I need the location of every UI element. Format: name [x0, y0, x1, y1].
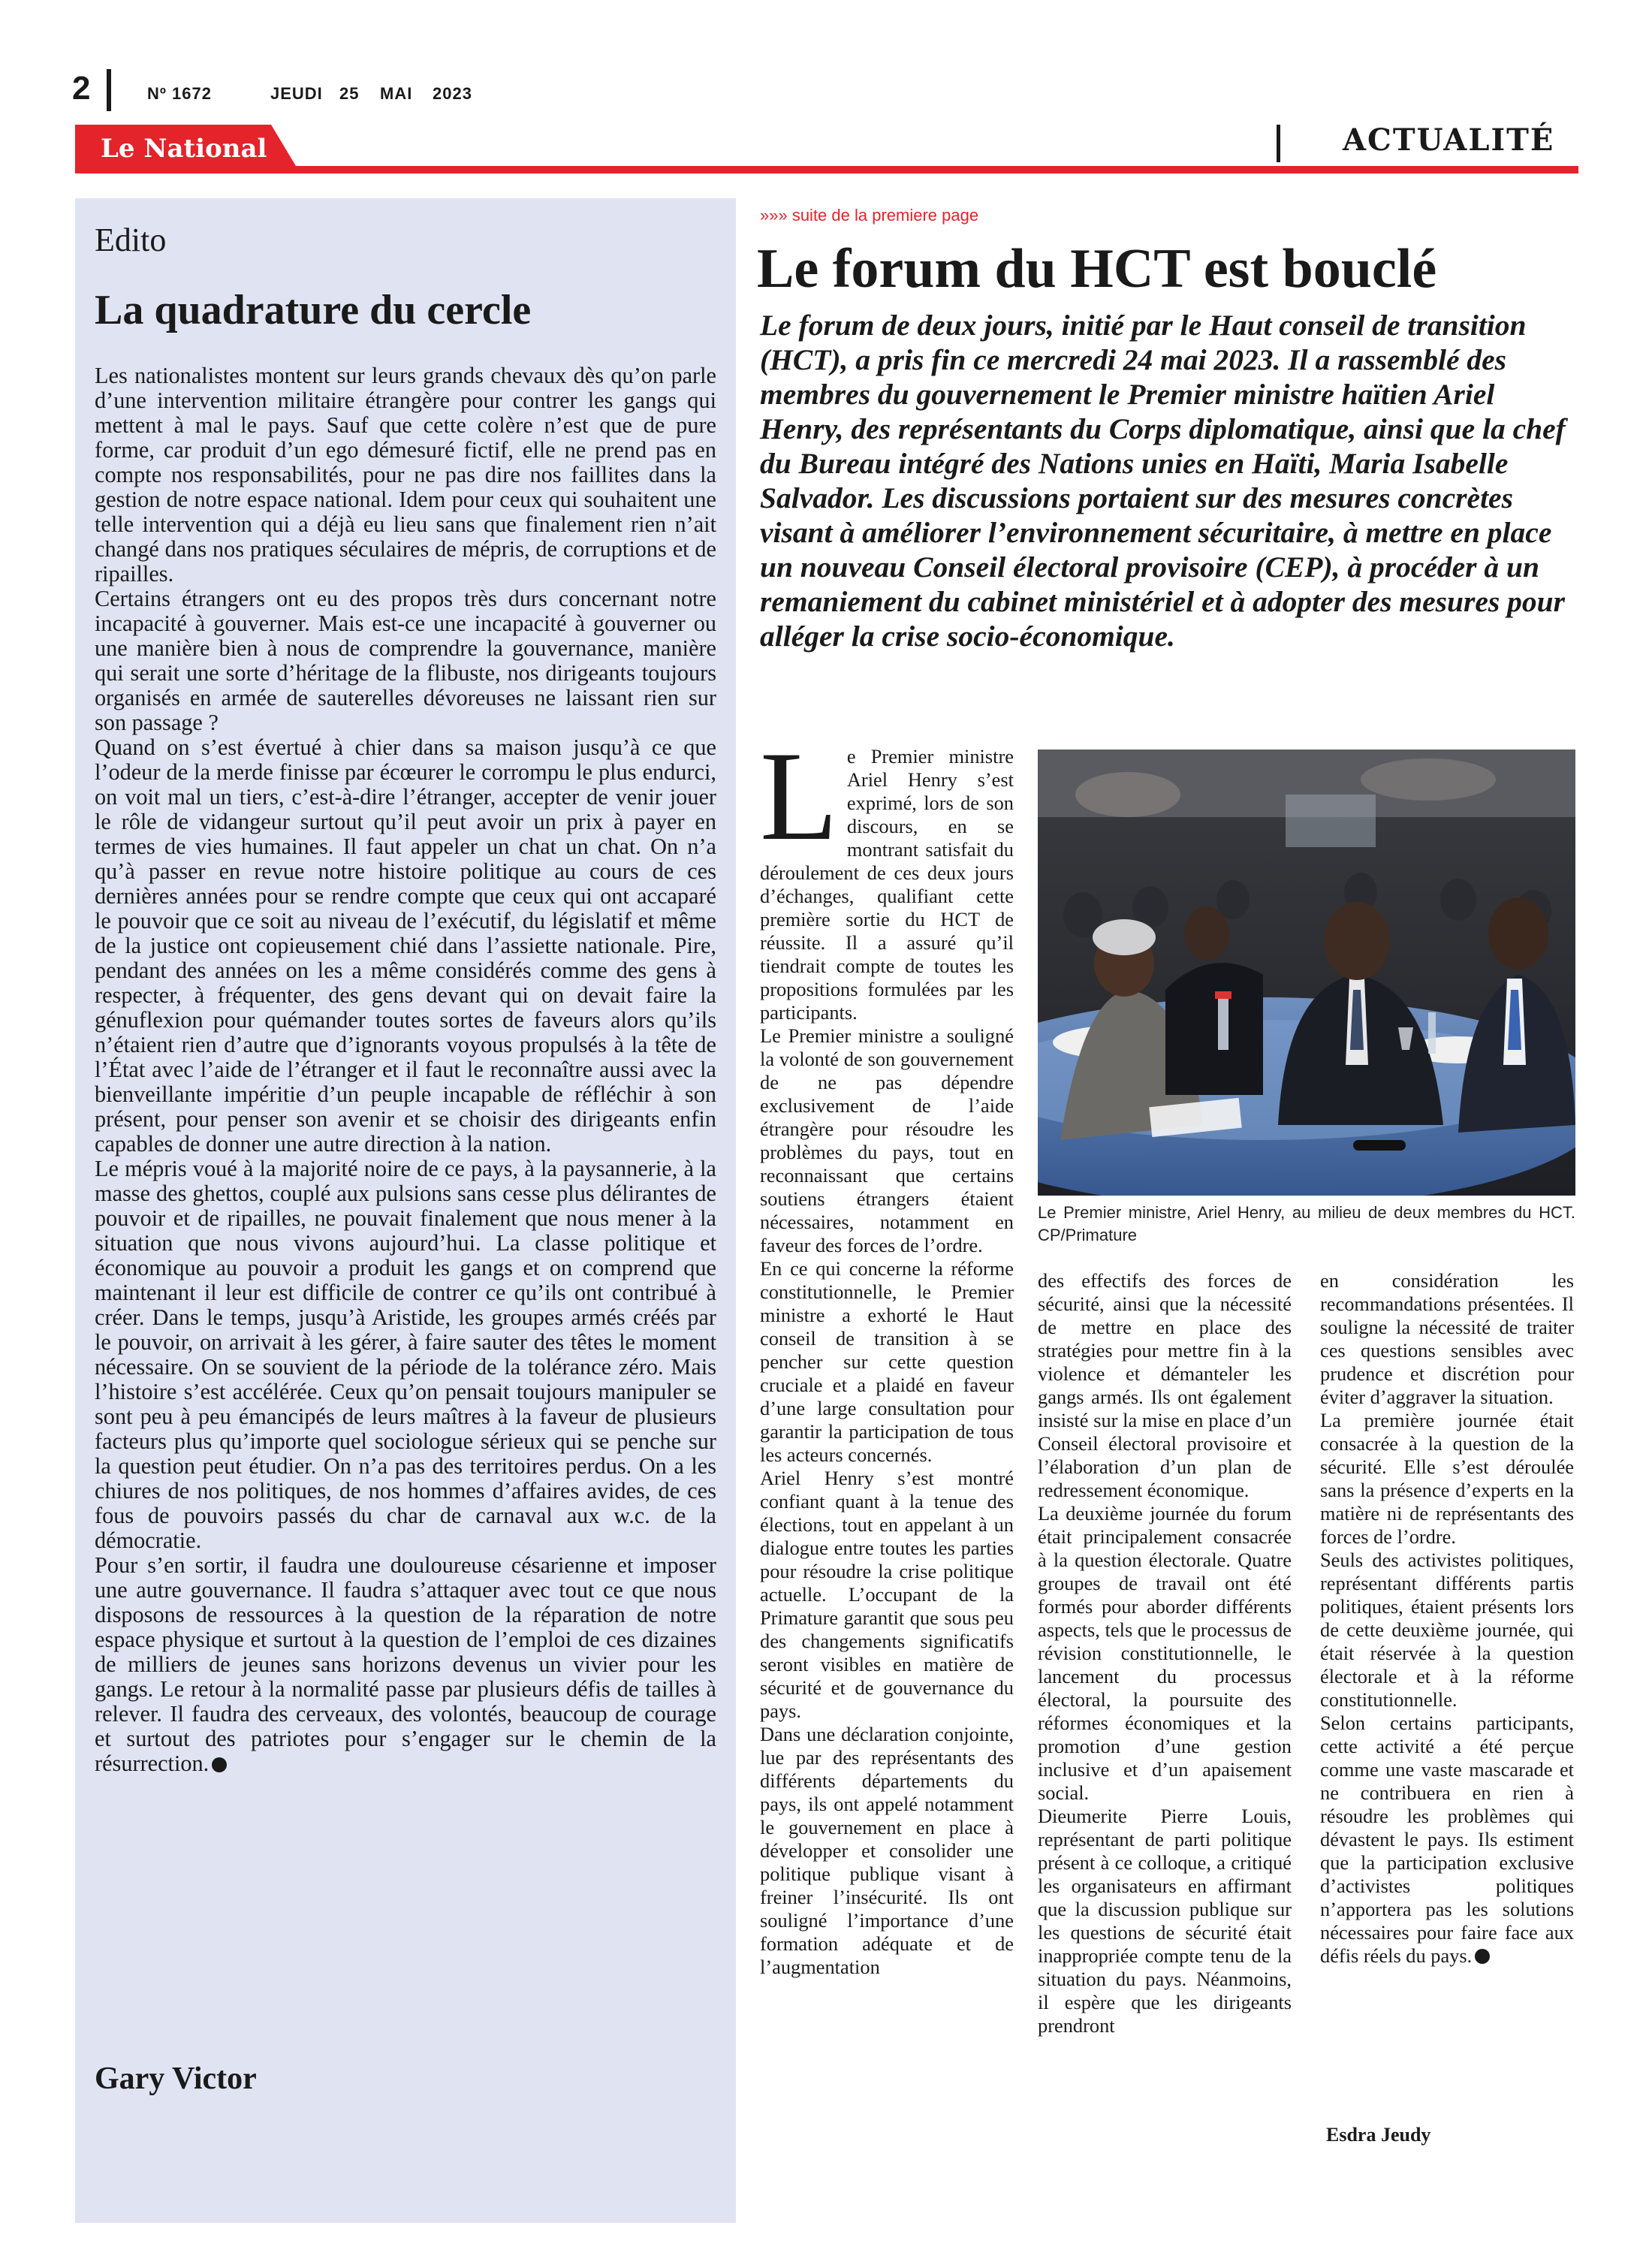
article-lead: Le forum de deux jours, initié par le Haut conseil de transition (HCT), a pris fin ce mercredi 24 mai 2023. Il a rassemblé des membres du gouvernement le Premier ministre haïtien Ariel Henry, des représentants du Corps diplomatique, ainsi que la chef du Bureau intégré des Nations unies en Haïti, Maria Isabelle Salvador. Les discussions portaient sur des mesures concrètes visant à améliorer l’environnement sécuritaire, à mettre en place un nouveau Conseil électoral provisoire (CEP), à procéder à un remaniement du cabinet ministériel et à adopter des mesures pour alléger la crise socio-économique.	[760, 309, 1566, 653]
article-paragraph: Dans une déclaration conjointe, lue par des représentants des différents départements du pays, ils ont appelé notamment le gouvernement en place à développer et consolider une politique publique visant à freiner l’insécurité. Ils ont souligné l’importance d’une formation adéquate et de l’augmentation	[760, 1723, 1014, 1978]
edito-paragraph: Le mépris voué à la majorité noire de ce pays, à la paysannerie, à la masse des ghettos, couplé aux pulsions sans cesse plus délirantes de pouvoir et de ripailles, ne pouvait finalement que nous mener à la situation que nous vivons aujourd’hui. La classe politique et économique au pouvoir a produit les gangs et on comprend que maintenant il leur est difficile de contrer ce qu’ils ont contribué à créer. Dans le temps, jusqu’à Aristide, les groupes armés créés par le pouvoir, on arrivait à les gérer, à faire sauter des têtes le moment nécessaire. On se souvient de la période de la tolérance zéro. Mais l’histoire s’est accélérée. Ceux qu’on pensait toujours manipuler se sont peu à peu émancipés de leurs maîtres à la faveur de plusieurs facteurs plus qu’importe quel sociologue sérieux qui se penche sur la question peut étudier. On n’a pas des territoires perdus. On a les chiures de nos politiques, de nos hommes d’affaires avides, de ces fous de pouvoirs passés du char de carnaval aux w.c. de la démocratie.	[95, 1156, 716, 1553]
article-paragraph: en considération les recommandations présentées. Il souligne la nécessité de traiter ces questions sensibles avec prudence et discrétion pour éviter d’aggraver la situation.	[1320, 1269, 1574, 1408]
drop-cap: L	[760, 725, 838, 867]
edito-title: La quadrature du cercle	[95, 287, 532, 333]
edito-author: Gary Victor	[95, 2061, 257, 2096]
edito-paragraph: Certains étrangers ont eu des propos très durs concernant notre incapacité à gouverner. Mais est-ce une incapacité à gouverner ou une manière bien à nous de comprendre la gouvernance, manière qui serait une sorte d’héritage de la flibuste, nos dirigeants toujours organisés en armée de sauterelles dévoreuses ne laissant rien sur son passage ?	[95, 586, 716, 735]
page-number: 2	[72, 70, 91, 107]
article-paragraph-text: Selon certains participants, cette activité a été perçue comme une vaste mascarade et ne contribuera en rien à résoudre les problèmes qui dévastent le pays. Ils estiment que la participation exclusive d’activistes politiques n’apportera pas les solutions nécessaires pour faire face aux défis réels du pays.	[1320, 1712, 1574, 1967]
brand-name: Le National	[101, 134, 267, 164]
edito-kicker: Edito	[95, 222, 167, 258]
article-paragraph: La deuxième journée du forum était principalement consacrée à la question électorale. Quatre groupes de travail ont été formés pour aborder différents aspects, tels que le processus de révision constitutionnelle, le lancement du processus électoral, la poursuite des réformes économiques et la promotion d’une gestion inclusive et d’un apaisement social.	[1038, 1502, 1292, 1804]
section-separator	[1277, 125, 1280, 162]
article-paragraph-last	[1320, 1712, 1574, 1968]
article-paragraph: La première journée était consacrée à la question de la sécurité. Elle s’est déroulée sans la présence d’experts en la matière ni de représentants des forces de l’ordre.	[1320, 1409, 1574, 1548]
article-paragraph: Ariel Henry s’est montré confiant quant à la tenue des élections, tout en appelant à un dialogue entre toutes les parties pour résoudre la crise politique actuelle. L’occupant de la Primature garantit que sous peu des changements significatifs seront visibles en matière de sécurité et de gouvernance du pays.	[760, 1467, 1014, 1722]
edito-body	[95, 363, 716, 1776]
edito-paragraph: Quand on s’est évertué à chier dans sa maison jusqu’à ce que l’odeur de la merde finisse par écœurer le corrompu le plus endurci, on voit mal un tiers, c’est-à-dire l’étranger, accepter de venir jouer le rôle de vidangeur surtout qu’il peut avoir un prix à payer en termes de vies humaines. Il faut appeler un chat un chat. On n’a qu’à passer en revue notre histoire politique au cours de ces dernières années pour se rendre compte que ceux qui ont accaparé le pouvoir que ce soit au niveau de l’exécutif, du législatif et même de la justice ont copieusement chié dans l’assiette nationale. Pire, pendant des années on les a même considérés comme des gens à respecter, à fréquenter, des gens devant qui on devait faire la génuflexion pour quémander toutes sortes de faveurs alors qu’ils n’étaient rien d’autre que d’ignorants voyous propulsés à la tête de l’État avec l’aide de l’étranger et il faut le reconnaître aussi avec la bienveillante impéritie d’un peuple incapable de réfléchir à son présent, pour penser son avenir et se choisir des dirigeants enfin capables de donner une autre direction à la nation.	[95, 734, 716, 1157]
article-paragraph: Dieumerite Pierre Louis, représentant de parti politique présent à ce colloque, a critiqué les organisateurs en affirmant que la discussion publique sur les questions de sécurité était inappropriée compte tenu de la situation du pays. Néanmoins, il espère que les dirigeants prendront	[1038, 1805, 1292, 2037]
photo-caption: Le Premier ministre, Ariel Henry, au milieu de deux membres du HCT. CP/Primature	[1038, 1203, 1575, 1244]
issue-year: 2023	[433, 84, 472, 103]
article-column-3	[1320, 1269, 1574, 1968]
edito-paragraph-last	[95, 1553, 716, 1776]
issue-number: Nº 1672	[147, 84, 212, 103]
article-column-2	[1038, 1269, 1292, 2037]
forum-photo-illustration	[1038, 749, 1575, 1196]
article-author: Esdra Jeudy	[1326, 2124, 1431, 2146]
article-paragraph-text: e Premier ministre Ariel Henry s’est exprimé, lors de son discours, en se montrant satisfait du déroulement de ces deux jours d’échanges, qualifiant cette première sortie du HCT de réussite. Il a assuré qu’il tiendrait compte de toutes les propositions formulées par les participants.	[760, 745, 1014, 1024]
article-photo	[1038, 749, 1575, 1196]
article-paragraph: Seuls des activistes politiques, représentant différents partis politiques, étaient présents lors de cette deuxième journée, qui était réservée à la question électorale et à la réforme constitutionnelle.	[1320, 1549, 1574, 1711]
page-number-separator	[107, 69, 111, 111]
issue-date-number: 25	[339, 84, 360, 103]
article-paragraph: Le Premier ministre a souligné la volonté de son gouvernement de ne pas dépendre exclusivement de l’aide étrangère pour résoudre les problèmes du pays, tout en reconnaissant que certains soutiens étrangers étaient nécessaires, notamment en faveur des forces de l’ordre.	[760, 1024, 1014, 1256]
article-title: Le forum du HCT est bouclé	[757, 238, 1437, 300]
edito-paragraph-text: Pour s’en sortir, il faudra une douloureuse césarienne et imposer une autre gouvernance. Il faudra s’attaquer avec tout ce que nous disposons de ressources à la question de la réparation de notre espace physique et surtout à la question de l’emploi de ces dizaines de milliers de jeunes sans horizons devenus un vivier pour les gangs. Le retour à la normalité passe par plusieurs défis de tailles à relever. Il faudra des cerveaux, des volontés, beaucoup de courage et surtout des patriotes pour s’engager sur le chemin de la résurrection.	[95, 1552, 716, 1776]
article-paragraph: En ce qui concerne la réforme constitutionnelle, le Premier ministre a exhorté le Haut conseil de transition à se pencher sur cette question cruciale et a plaidé en faveur d’une large consultation pour garantir la participation de tous les acteurs concernés.	[760, 1257, 1014, 1466]
continuation-note: »»» suite de la premiere page	[760, 206, 979, 225]
article-paragraph: des effectifs des forces de sécurité, ainsi que la nécessité de mettre en place des stratégies pour mettre fin à la violence et démanteler les gangs armés. Ils ont également insisté sur la mise en place d’un Conseil électoral provisoire et l’élaboration d’un plan de redressement économique.	[1038, 1269, 1292, 1501]
article-paragraph	[760, 725, 1014, 1024]
end-mark-icon	[1475, 1949, 1490, 1964]
article-column-1	[760, 725, 1014, 1979]
issue-day: JEUDI	[270, 84, 323, 103]
header-rule	[75, 166, 1578, 173]
section-title: ACTUALITÉ	[1343, 122, 1555, 158]
end-mark-icon	[212, 1757, 227, 1772]
issue-month: MAI	[380, 84, 413, 103]
edito-paragraph: Les nationalistes montent sur leurs grands chevaux dès qu’on parle d’une intervention militaire étrangère pour contrer les gangs qui mettent à mal le pays. Sauf que cette colère n’est que de pure forme, car produit d’un ego démesuré fictif, elle ne prend pas en compte nos responsabilités, pour ne pas dire nos faillites dans la gestion de notre espace national. Idem pour ceux qui souhaitent une telle intervention qui a déjà eu lieu sans que finalement rien n’ait changé dans nos pratiques séculaires de mépris, de corruptions et de ripailles.	[95, 363, 716, 587]
